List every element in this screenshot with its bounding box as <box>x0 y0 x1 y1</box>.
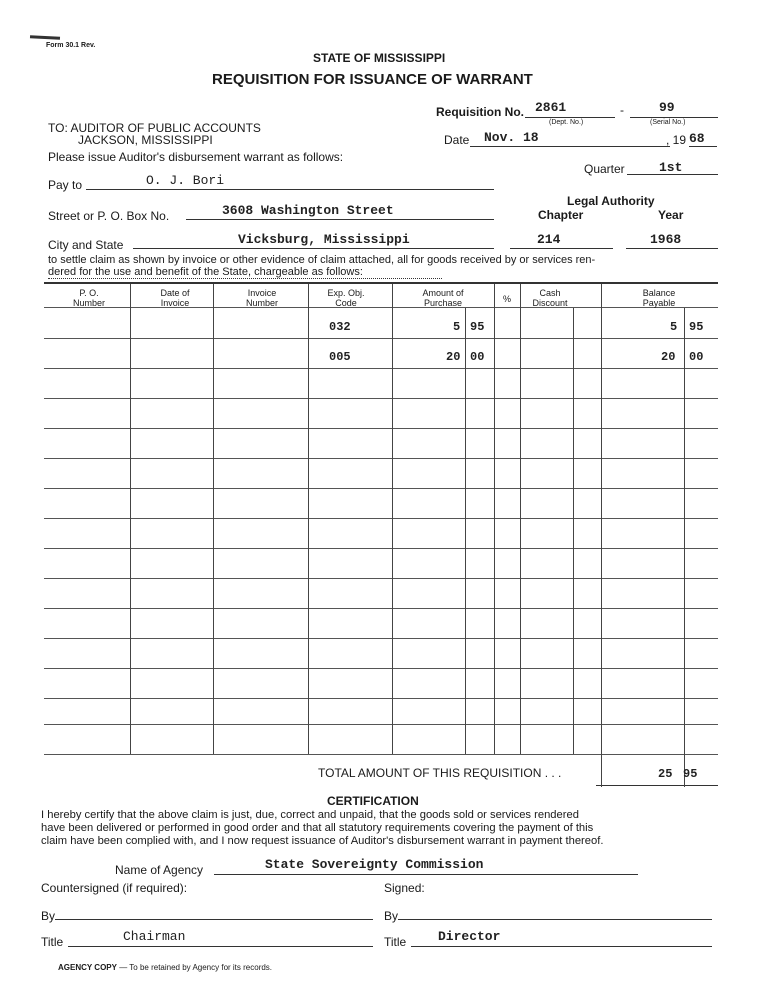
date-label: Date <box>444 133 470 147</box>
signed-by-label: By <box>384 909 399 923</box>
legal-authority-heading: Legal Authority <box>567 194 655 208</box>
countersign-title-label: Title <box>41 935 64 949</box>
table-header-border <box>44 307 718 308</box>
row-line <box>44 458 718 459</box>
row2-amount-dollars: 20 <box>446 350 461 364</box>
chapter-line <box>510 248 613 249</box>
row1-exp-code: 032 <box>329 320 351 334</box>
year-prefix: , 19 <box>666 133 687 147</box>
total-label: TOTAL AMOUNT OF THIS REQUISITION . . . <box>318 766 562 780</box>
row-line <box>44 608 718 609</box>
signed-by-line <box>398 919 712 920</box>
agency-copy-note <box>58 963 272 972</box>
col-divider <box>520 284 521 754</box>
serial-no-line <box>630 117 718 118</box>
row-line <box>44 638 718 639</box>
cents-divider <box>573 308 574 754</box>
signed-label: Signed: <box>384 881 425 895</box>
row-line <box>44 754 718 755</box>
total-cents: 95 <box>683 767 698 781</box>
pay-to-line <box>86 189 494 190</box>
year-line <box>689 146 717 147</box>
certification-line2: have been delivered or performed in good order and that all statutory requirements covering the payment of this <box>41 822 594 834</box>
row2-balance-cents: 00 <box>689 350 704 364</box>
signed-title-value: Director <box>438 929 501 944</box>
col-divider <box>494 284 495 754</box>
row1-amount-dollars: 5 <box>453 320 461 334</box>
cents-divider <box>465 308 466 754</box>
row-line <box>44 578 718 579</box>
col-divider <box>130 284 131 754</box>
serial-no-caption: (Serial No.) <box>650 119 686 126</box>
settle-text-line1: to settle claim as shown by invoice or other evidence of claim attached, all for goods received by or services ren- <box>48 254 596 266</box>
countersign-title-line <box>68 946 373 947</box>
countersign-title-value: Chairman <box>123 929 186 944</box>
row-line <box>44 488 718 489</box>
settle-text-line2: dered for the use and benefit of the State, chargeable as follows: <box>48 266 363 278</box>
serial-no-value: 99 <box>659 100 675 115</box>
street-value: 3608 Washington Street <box>222 203 394 218</box>
street-label: Street or P. O. Box No. <box>48 209 170 223</box>
legal-year-line <box>626 248 718 249</box>
legal-year-value: 1968 <box>650 232 682 247</box>
certification-heading: CERTIFICATION <box>327 794 419 808</box>
dept-no-caption: (Dept. No.) <box>549 119 584 126</box>
form-number: Form 30.1 Rev. <box>46 42 96 49</box>
form-title: REQUISITION FOR ISSUANCE OF WARRANT <box>212 71 533 88</box>
pay-to-label: Pay to <box>48 178 83 192</box>
col-divider <box>601 284 602 787</box>
row1-balance-dollars: 5 <box>670 320 678 334</box>
city-value: Vicksburg, Mississippi <box>238 232 410 247</box>
certification-line1: I hereby certify that the above claim is just, due, correct and unpaid, that the goods sold or services rendered <box>41 809 579 821</box>
year-value: 68 <box>689 131 705 146</box>
col-divider <box>308 284 309 754</box>
header-percent: % <box>502 294 511 304</box>
row-line <box>44 698 718 699</box>
row-line <box>44 668 718 669</box>
countersign-by-line <box>55 919 373 920</box>
col-divider <box>392 284 393 754</box>
dash: - <box>620 103 624 117</box>
date-value: Nov. 18 <box>484 130 539 145</box>
cents-divider <box>684 308 685 787</box>
street-line <box>186 219 494 220</box>
city-label: City and State <box>48 238 124 252</box>
row-line <box>44 368 718 369</box>
certification-line3: claim have been complied with, and I now request issuance of Auditor's disbursement warrant in payment thereof. <box>41 835 604 847</box>
chapter-label: Chapter <box>538 208 584 222</box>
col-divider <box>213 284 214 754</box>
header-po-number: P. O. Number <box>72 288 105 308</box>
requisition-label: Requisition No. <box>436 105 524 119</box>
row1-amount-cents: 95 <box>470 320 485 334</box>
addressee-line1: TO: AUDITOR OF PUBLIC ACCOUNTS <box>48 121 261 135</box>
row2-exp-code: 005 <box>329 350 351 364</box>
countersign-by-label: By <box>41 909 56 923</box>
header-amount-of-purchase: Amount of Purchase <box>422 288 464 308</box>
state-heading: STATE OF MISSISSIPPI <box>313 51 446 65</box>
quarter-label: Quarter <box>584 162 625 176</box>
row2-balance-dollars: 20 <box>661 350 676 364</box>
row-line <box>44 338 718 339</box>
instruction: Please issue Auditor's disbursement warrant as follows: <box>48 150 344 164</box>
agency-line <box>214 874 638 875</box>
header-balance-payable: Balance Payable <box>642 288 676 308</box>
agency-value: State Sovereignty Commission <box>265 857 484 872</box>
dept-no-value: 2861 <box>535 100 567 115</box>
pay-to-value: O. J. Bori <box>146 173 225 188</box>
header-date-of-invoice: Date of Invoice <box>160 288 190 308</box>
row2-amount-cents: 00 <box>470 350 485 364</box>
row-line <box>44 548 718 549</box>
row-line <box>44 398 718 399</box>
row-line <box>44 518 718 519</box>
addressee-line2: JACKSON, MISSISSIPPI <box>78 133 213 147</box>
total-dollars: 25 <box>658 767 673 781</box>
header-cash-discount: Cash Discount <box>532 288 568 308</box>
countersigned-label: Countersigned (if required): <box>41 881 188 895</box>
row1-balance-cents: 95 <box>689 320 704 334</box>
quarter-value: 1st <box>659 160 683 175</box>
total-row-line <box>596 785 718 786</box>
signed-title-label: Title <box>384 935 407 949</box>
retain-text: — To be retained by Agency for its records. <box>116 963 273 972</box>
header-exp-obj-code: Exp. Obj. Code <box>327 288 365 308</box>
chapter-value: 214 <box>537 232 561 247</box>
city-line <box>133 248 494 249</box>
row-line <box>44 724 718 725</box>
header-invoice-number: Invoice Number <box>245 288 278 308</box>
settle-underline <box>48 278 442 279</box>
scan-mark <box>30 35 60 40</box>
date-line <box>470 146 670 147</box>
signed-title-line <box>411 946 712 947</box>
agency-copy-label: AGENCY COPY <box>58 963 117 972</box>
agency-label: Name of Agency <box>115 863 204 877</box>
table-top-border <box>44 282 718 284</box>
year-column-label: Year <box>658 208 684 222</box>
dept-no-line <box>525 117 615 118</box>
row-line <box>44 428 718 429</box>
